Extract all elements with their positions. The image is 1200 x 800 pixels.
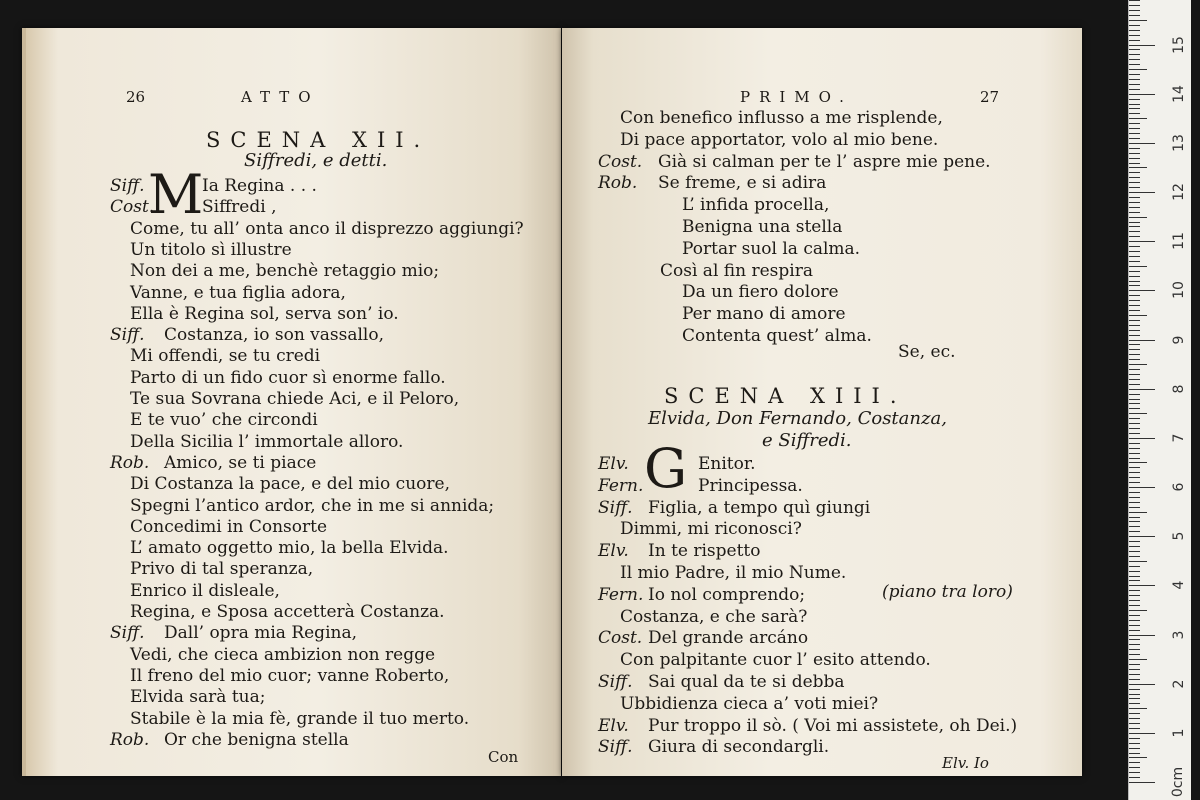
ruler-tick	[1129, 423, 1140, 424]
verse-line: L’ infida procella,	[682, 195, 830, 216]
ruler-tick	[1129, 443, 1140, 444]
verse-line: Enrico il disleale,	[130, 580, 280, 601]
ruler-tick	[1129, 69, 1147, 70]
ruler-tick	[1129, 305, 1140, 306]
ruler-label: 13	[1171, 133, 1187, 152]
ruler-tick	[1129, 561, 1147, 562]
verse-line: E te vuo’ che circondi	[130, 410, 318, 431]
ruler-tick	[1129, 767, 1140, 768]
verse-line: Costanza, e che sarà?	[620, 606, 808, 627]
ruler-tick	[1129, 630, 1140, 631]
ruler-tick	[1129, 187, 1140, 188]
ruler-tick	[1129, 182, 1140, 183]
verse-line: Con benefico influsso a me risplende,	[620, 108, 943, 128]
verse-line: Or che benigna stella	[164, 729, 349, 750]
ruler-label: 9	[1171, 335, 1187, 345]
ruler-tick	[1129, 320, 1140, 321]
ruler-tick	[1129, 84, 1140, 85]
ruler-tick	[1129, 635, 1155, 636]
verse-line: Così al fin respira	[660, 260, 813, 281]
verse-line: Benigna una stella	[682, 217, 843, 237]
speaker-label: Siff.	[598, 672, 633, 692]
verse-line: Non dei a me, benchè retaggio mio;	[130, 261, 440, 282]
ruler-tick	[1129, 728, 1140, 729]
ruler-label: 0cm	[1170, 766, 1186, 798]
verse-line: Pur troppo il sò. ( Voi mi assistete, oh Dei.)	[648, 715, 1018, 736]
ruler-tick	[1129, 428, 1140, 429]
drop-cap: G	[644, 437, 688, 500]
speaker-label: Elv.	[598, 541, 629, 562]
exit-direction: Se, ec.	[898, 342, 956, 362]
ruler-tick	[1129, 104, 1140, 105]
ruler-tick	[1129, 762, 1140, 763]
ruler-tick	[1129, 674, 1140, 675]
verse-line: In te rispetto	[648, 541, 761, 562]
ruler-tick	[1129, 49, 1140, 50]
ruler-tick	[1129, 359, 1140, 360]
verse-line: Un titolo sì illustre	[130, 239, 292, 260]
speaker-label: Cost.	[110, 197, 155, 218]
ruler-tick	[1129, 708, 1147, 709]
ruler-label: 12	[1171, 183, 1187, 201]
ruler-tick	[1129, 246, 1140, 247]
ruler-tick	[1129, 128, 1140, 129]
ruler-tick	[1129, 497, 1140, 498]
ruler-tick	[1129, 679, 1140, 680]
ruler-tick	[1129, 148, 1140, 149]
ruler-tick	[1129, 733, 1155, 734]
catchword: Con	[488, 748, 519, 766]
ruler-tick	[1129, 285, 1140, 286]
ruler-tick	[1129, 99, 1140, 100]
speaker-label: Rob.	[110, 729, 150, 750]
ruler-tick	[1129, 59, 1140, 60]
ruler-tick	[1129, 689, 1140, 690]
ruler-tick	[1129, 369, 1140, 370]
ruler-tick	[1129, 512, 1147, 513]
ruler-label: 5	[1171, 531, 1187, 541]
ruler-tick	[1129, 25, 1140, 26]
ruler-tick	[1129, 757, 1147, 758]
ruler-tick	[1129, 517, 1140, 518]
ruler-tick	[1129, 536, 1155, 537]
ruler-tick	[1129, 64, 1140, 65]
ruler-tick	[1129, 433, 1140, 434]
ruler-label: 4	[1171, 580, 1187, 590]
page-number: 26	[126, 88, 146, 106]
ruler-tick	[1129, 698, 1140, 699]
ruler-tick	[1129, 212, 1140, 213]
ruler-tick	[1129, 241, 1155, 242]
ruler-tick	[1129, 118, 1147, 119]
ruler-tick	[1129, 344, 1140, 345]
ruler-tick	[1129, 0, 1140, 1]
ruler-tick	[1129, 644, 1140, 645]
ruler-tick	[1129, 40, 1140, 41]
verse-line: Privo di tal speranza,	[130, 559, 314, 580]
verse-line: Portar suol la calma.	[682, 238, 861, 259]
ruler-tick	[1129, 453, 1140, 454]
ruler-tick	[1129, 310, 1140, 311]
ruler-tick	[1129, 113, 1140, 114]
verse-line: Costanza, io son vassallo,	[164, 325, 385, 346]
speaker-label: Rob.	[598, 173, 638, 194]
ruler-tick	[1129, 649, 1140, 650]
ruler-label: 3	[1171, 630, 1187, 639]
ruler-tick	[1129, 625, 1140, 626]
verse-line: Come, tu all’ onta anco il disprezzo aggiungi?	[130, 218, 524, 239]
ruler-tick	[1129, 664, 1140, 665]
verse-line: Di pace apportator, volo al mio bene.	[620, 129, 939, 150]
verse-line: Enitor.	[698, 454, 756, 474]
ruler-tick	[1129, 521, 1140, 522]
ruler-tick	[1129, 192, 1155, 193]
ruler-tick	[1129, 74, 1140, 75]
verse-line: Amico, se ti piace	[164, 452, 317, 473]
ruler-tick	[1129, 738, 1140, 739]
verse-line: Te sua Sovrana chiede Aci, e il Peloro,	[130, 389, 460, 409]
ruler-tick	[1129, 526, 1140, 527]
ruler-tick	[1129, 782, 1155, 783]
ruler-tick	[1129, 590, 1140, 591]
ruler-tick	[1129, 271, 1140, 272]
right-page	[562, 28, 1082, 776]
ruler-tick	[1129, 236, 1140, 237]
ruler-tick	[1129, 399, 1140, 400]
verse-line: Dimmi, mi riconosci?	[620, 519, 802, 540]
ruler-tick	[1129, 45, 1155, 46]
verse-line: Contenta quest’ alma.	[682, 326, 872, 346]
verse-line: L’ amato oggetto mio, la bella Elvida.	[130, 538, 449, 559]
verse-line: Ubbidienza cieca a’ voti miei?	[620, 693, 879, 714]
ruler-tick	[1129, 777, 1140, 778]
verse-line: Ia Regina . . .	[202, 176, 317, 196]
speaker-label: Rob.	[110, 452, 150, 473]
verse-line: Il mio Padre, il mio Nume.	[620, 563, 847, 583]
ruler-tick	[1129, 610, 1147, 611]
ruler-tick	[1129, 79, 1140, 80]
ruler-tick	[1129, 94, 1155, 95]
ruler-tick	[1129, 35, 1140, 36]
ruler-tick	[1129, 256, 1140, 257]
ruler-tick	[1129, 551, 1140, 552]
left-page	[22, 28, 561, 776]
ruler-tick	[1129, 487, 1155, 488]
ruler-tick	[1129, 5, 1140, 6]
ruler-tick	[1129, 403, 1140, 404]
ruler-tick	[1129, 580, 1140, 581]
verse-line: Con palpitante cuor l’ esito attendo.	[620, 650, 931, 671]
ruler-tick	[1129, 226, 1140, 227]
ruler-tick	[1129, 207, 1140, 208]
ruler-tick	[1129, 743, 1140, 744]
ruler-tick	[1129, 197, 1140, 198]
ruler-tick	[1129, 108, 1140, 109]
ruler-tick	[1129, 605, 1140, 606]
verse-line: Dall’ opra mia Regina,	[164, 623, 357, 644]
ruler-tick	[1129, 585, 1155, 586]
ruler-tick	[1129, 54, 1140, 55]
ruler-tick	[1129, 566, 1140, 567]
ruler-tick	[1129, 138, 1140, 139]
ruler-tick	[1129, 546, 1140, 547]
ruler-tick	[1129, 753, 1140, 754]
ruler-tick	[1129, 202, 1140, 203]
ruler-tick	[1129, 290, 1155, 291]
ruler-tick	[1129, 354, 1140, 355]
ruler-tick	[1129, 492, 1140, 493]
ruler-tick	[1129, 541, 1140, 542]
ruler-tick	[1129, 281, 1140, 282]
ruler-tick	[1129, 389, 1155, 390]
speaker-label: Fern.	[598, 584, 644, 605]
ruler-tick	[1129, 639, 1140, 640]
ruler-label: 11	[1171, 232, 1187, 251]
ruler-tick	[1129, 659, 1147, 660]
ruler-tick	[1129, 595, 1140, 596]
verse-line: Giura di secondargli.	[648, 737, 830, 758]
ruler-tick	[1129, 20, 1147, 21]
ruler-tick	[1129, 266, 1147, 267]
ruler-tick	[1129, 684, 1155, 685]
ruler-tick	[1129, 669, 1140, 670]
ruler-tick	[1129, 502, 1140, 503]
ruler-tick	[1129, 748, 1140, 749]
ruler-tick	[1129, 531, 1140, 532]
running-head: ATTO	[241, 88, 320, 106]
verse-line: Concedimi in Consorte	[130, 516, 328, 537]
verse-line: Il freno del mio cuor; vanne Roberto,	[130, 665, 450, 686]
speaker-label: Cost.	[598, 151, 643, 172]
scene-characters: Siffredi, e detti.	[244, 150, 388, 171]
scene-characters: Elvida, Don Fernando, Costanza,	[648, 408, 947, 429]
ruler-tick	[1129, 713, 1140, 714]
speaker-label: Siff.	[110, 176, 145, 196]
verse-line: Del grande arcáno	[648, 628, 809, 649]
ruler-tick	[1129, 556, 1140, 557]
scene-title: SCENA XIII.	[664, 384, 907, 408]
ruler-tick	[1129, 335, 1140, 336]
ruler-tick	[1129, 448, 1140, 449]
ruler-tick	[1129, 276, 1140, 277]
verse-line: Parto di un fido cuor sì enorme fallo.	[130, 367, 446, 388]
ruler-tick	[1129, 694, 1140, 695]
speaker-label: Siff.	[110, 623, 145, 644]
ruler-tick	[1129, 394, 1140, 395]
ruler-tick	[1129, 571, 1140, 572]
verse-line: Regina, e Sposa accetterà Costanza.	[130, 602, 445, 622]
verse-line: Io nol comprendo;	[648, 584, 806, 605]
ruler-tick	[1129, 222, 1140, 223]
verse-line: Siffredi ,	[202, 197, 277, 218]
ruler-tick	[1129, 231, 1140, 232]
ruler-tick	[1129, 261, 1140, 262]
ruler-label: 6	[1171, 482, 1187, 492]
ruler-tick	[1129, 576, 1140, 577]
verse-line: Ella è Regina sol, serva son’ io.	[130, 303, 399, 324]
ruler-tick	[1129, 300, 1140, 301]
speaker-label: Elv.	[598, 454, 629, 474]
ruler-tick	[1129, 153, 1140, 154]
ruler-tick	[1129, 217, 1147, 218]
ruler-tick	[1129, 600, 1140, 601]
speaker-label: Siff.	[598, 737, 633, 758]
verse-line: Elvida sarà tua;	[130, 687, 266, 708]
ruler-tick	[1129, 467, 1140, 468]
ruler-tick	[1129, 654, 1140, 655]
ruler-tick	[1129, 251, 1140, 252]
ruler-tick	[1129, 462, 1147, 463]
verse-line: Vedi, che cieca ambizion non regge	[130, 644, 436, 665]
catchword: Elv. Io	[942, 754, 989, 772]
ruler-tick	[1129, 482, 1140, 483]
ruler-tick	[1129, 349, 1140, 350]
ruler-label: 2	[1171, 679, 1187, 689]
page-number: 27	[980, 88, 1000, 106]
verse-line: Sai qual da te si debba	[648, 672, 845, 692]
verse-line: Della Sicilia l’ immortale alloro.	[130, 431, 404, 452]
ruler-tick	[1129, 458, 1140, 459]
ruler-tick	[1129, 330, 1140, 331]
verse-line: Da un fiero dolore	[682, 282, 839, 303]
verse-line: Vanne, e tua figlia adora,	[130, 282, 346, 303]
ruler-tick	[1129, 133, 1140, 134]
ruler-label: 15	[1171, 35, 1187, 54]
ruler-tick	[1129, 413, 1147, 414]
ruler-tick	[1129, 472, 1140, 473]
verse-line: Figlia, a tempo quì giungi	[648, 497, 871, 518]
ruler-tick	[1129, 10, 1140, 11]
ruler-tick	[1129, 615, 1140, 616]
ruler-tick	[1129, 384, 1140, 385]
ruler-tick	[1129, 620, 1140, 621]
ruler-tick	[1129, 772, 1140, 773]
ruler-tick	[1129, 177, 1140, 178]
ruler-label: 1	[1171, 728, 1187, 738]
ruler-tick	[1129, 364, 1147, 365]
verse-line: Spegni l’antico ardor, che in me si annida;	[130, 495, 495, 516]
ruler-tick	[1129, 89, 1140, 90]
stage-direction: (piano tra loro)	[882, 582, 1013, 602]
ruler-tick	[1129, 295, 1140, 296]
scene-characters-cont: e Siffredi.	[762, 430, 852, 451]
ruler-tick	[1129, 723, 1140, 724]
ruler-tick	[1129, 477, 1140, 478]
speaker-label: Elv.	[598, 715, 629, 736]
ruler-tick	[1129, 703, 1140, 704]
verse-line: Se freme, e si adira	[658, 173, 827, 194]
ruler-label: 8	[1171, 384, 1187, 394]
verse-line: Per mano di amore	[682, 304, 846, 325]
ruler-tick	[1129, 379, 1140, 380]
scene-title: SCENA XII.	[206, 128, 431, 152]
speaker-label: Siff.	[598, 497, 633, 518]
speaker-label: Cost.	[598, 628, 643, 649]
drop-cap: M	[148, 163, 204, 226]
ruler-tick	[1129, 418, 1140, 419]
ruler-tick	[1129, 143, 1155, 144]
verse-line: Stabile è la mia fè, grande il tuo merto.	[130, 708, 470, 729]
ruler-label: 7	[1171, 433, 1187, 443]
ruler-tick	[1129, 167, 1147, 168]
ruler-tick	[1129, 30, 1140, 31]
ruler-tick	[1129, 408, 1140, 409]
ruler-tick	[1129, 158, 1140, 159]
ruler-tick	[1129, 340, 1155, 341]
ruler-tick	[1129, 172, 1140, 173]
speaker-label: Siff.	[110, 325, 145, 346]
verse-line: Principessa.	[698, 475, 803, 496]
ruler-tick	[1129, 163, 1140, 164]
ruler-label: 14	[1171, 84, 1187, 103]
ruler-tick	[1129, 325, 1140, 326]
verse-line: Di Costanza la pace, e del mio cuore,	[130, 474, 450, 495]
ruler-tick	[1129, 374, 1140, 375]
ruler-tick	[1129, 438, 1155, 439]
ruler-tick	[1129, 507, 1140, 508]
verse-line: Mi offendi, se tu credi	[130, 346, 321, 367]
ruler-tick	[1129, 15, 1140, 16]
verse-line: Già si calman per te l’ aspre mie pene.	[658, 151, 991, 172]
measuring-ruler	[1128, 0, 1191, 800]
ruler-tick	[1129, 315, 1147, 316]
running-head: PRIMO.	[740, 88, 853, 106]
ruler-label: 10	[1171, 281, 1187, 300]
speaker-label: Fern.	[598, 475, 644, 496]
ruler-tick	[1129, 718, 1140, 719]
ruler-tick	[1129, 123, 1140, 124]
